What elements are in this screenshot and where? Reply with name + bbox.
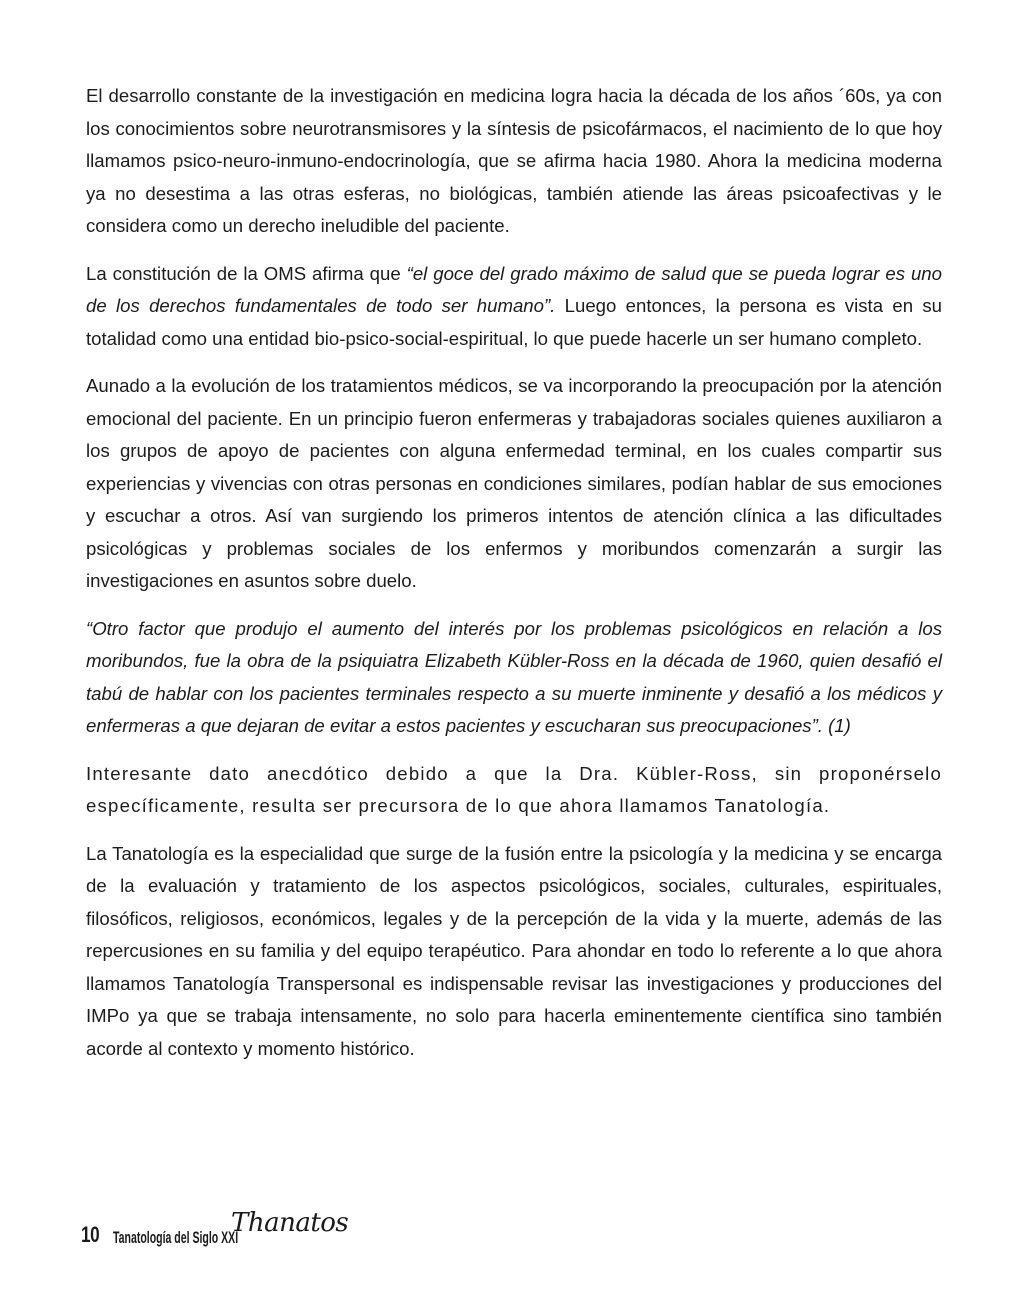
kubler-ross-quote: “Otro factor que produjo el aumento del interés por los problemas psicológicos en relación a los moribundos, fue la obra de la psiquiatra Elizabeth Kübler-Ross en la década de 1960, quien desafió el tabú de hablar con los pacientes terminales respecto a su muerte inminente y desafió a los médicos y enfermeras a que dejaran de evitar a estos pacientes y escucharan sus preocupaciones”. (1) [86,617,942,736]
running-title: Tanatología del Siglo XXI [113,1228,239,1247]
document-body [86,80,942,1080]
paragraph-1-text: El desarrollo constante de la investigación en medicina logra hacia la década de los años ´60s, ya con los conocimientos sobre neurotransmisores y la síntesis de psicofármacos, el nacimiento de lo que hoy llamamos psico-neuro-inmuno-endocrinología, que se afirma hacia 1980. Ahora la medicina moderna ya no desestima a las otras esferas, no biológicas, también atiende las áreas psicoafectivas y le considera como un derecho ineludible del paciente. [86,85,942,236]
paragraph-5-text: Interesante dato anecdótico debido a que la Dra. Kübler-Ross, sin proponérselo específicamente, resulta ser precursora de lo que ahora llamamos Tanatología. [86,762,942,816]
paragraph-6 [86,838,942,1066]
paragraph-1 [86,80,942,243]
paragraph-5 [86,758,942,823]
thanatos-logo: Thanatos [231,1208,349,1238]
block-quote [86,613,942,743]
paragraph-2-continuation: Luego entonces, la persona es vista en su totalidad como una entidad bio-psico-social-espiritual, lo que puede hacerle un ser humano completo. [86,295,942,349]
paragraph-3 [86,370,942,598]
page-number: 10 [81,1222,100,1247]
paragraph-3-text: Aunado a la evolución de los tratamientos médicos, se va incorporando la preocupación por la atención emocional del paciente. En un principio fueron enfermeras y trabajadoras sociales quienes auxiliaron a los grupos de apoyo de pacientes con alguna enfermedad terminal, en los cuales compartir sus experiencias y vivencias con otras personas en condiciones similares, podían hablar de sus emociones y escuchar a otros. Así van surgiendo los primeros intentos de atención clínica a las dificultades psicológicas y problemas sociales de los enfermos y moribundos comenzarán a surgir las investigaciones en asuntos sobre duelo. [86,375,942,591]
page-footer [81,1206,349,1247]
paragraph-2-text: La constitución de la OMS afirma que [86,262,407,284]
who-quote: “el goce del grado máximo de salud que se pueda lograr es uno de los derechos fundamentales de todo ser humano”. [86,262,942,316]
paragraph-2 [86,258,942,356]
paragraph-6-text: La Tanatología es la especialidad que surge de la fusión entre la psicología y la medicina y se encarga de la evaluación y tratamiento de los aspectos psicológicos, sociales, culturales, espirituales, filosóficos, religiosos, económicos, legales y de la percepción de la vida y la muerte, además de las repercusiones en su familia y del equipo terapéutico. Para ahondar en todo lo referente a lo que ahora llamamos Tanatología Transpersonal es indispensable revisar las investigaciones y producciones del IMPo ya que se trabaja intensamente, no solo para hacerla eminentemente científica sino también acorde al contexto y momento histórico. [86,842,942,1059]
